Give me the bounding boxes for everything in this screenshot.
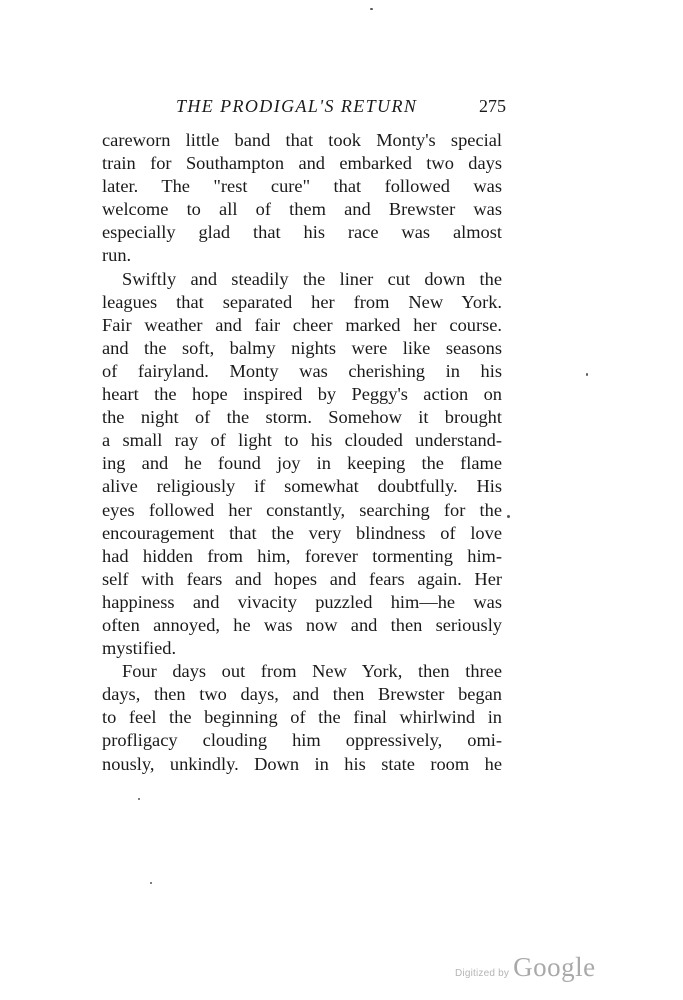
body-text — [102, 129, 502, 776]
text-line: Fair weather and fair cheer marked her course. — [102, 314, 502, 335]
text-line: days, then two days, and then Brewster began — [102, 684, 502, 705]
text-line: careworn little band that took Monty's special — [102, 130, 502, 150]
text-line: later. The "rest cure" that followed was — [102, 176, 502, 197]
text-line: profligacy clouding him oppressively, omi- — [102, 730, 502, 751]
watermark-prefix: Digitized by — [455, 968, 510, 979]
scan-speck — [150, 882, 152, 884]
page-header — [176, 93, 506, 119]
text-line: alive religiously if somewhat doubtfully. His — [102, 476, 502, 497]
text-line: mystified. — [102, 638, 177, 659]
running-title: THE PRODIGAL'S RETURN — [176, 96, 418, 116]
text-line: had hidden from him, forever tormenting him- — [102, 545, 502, 566]
text-line: train for Southampton and embarked two days — [102, 153, 502, 174]
google-logo: Google — [513, 952, 596, 982]
text-line: eyes followed her constantly, searching for the — [102, 499, 502, 520]
text-line: leagues that separated her from New York. — [102, 291, 502, 312]
text-line: a small ray of light to his clouded understand- — [102, 430, 502, 451]
text-line: happiness and vivacity puzzled him—he was — [102, 591, 502, 612]
scan-speck — [370, 8, 373, 10]
text-line: often annoyed, he was now and then seriously — [102, 614, 502, 635]
text-line: Swiftly and steadily the liner cut down the — [122, 268, 502, 289]
scan-speck — [138, 798, 140, 800]
text-line: nously, unkindly. Down in his state room he — [102, 753, 502, 774]
text-line: ing and he found joy in keeping the flame — [102, 453, 502, 474]
text-line: the night of the storm. Somehow it brought — [102, 407, 502, 428]
text-line: Four days out from New York, then three — [122, 661, 502, 682]
text-line: self with fears and hopes and fears again. Her — [102, 568, 502, 589]
text-line: heart the hope inspired by Peggy's action on — [102, 384, 502, 405]
digitized-watermark — [455, 952, 596, 983]
scan-speck — [586, 373, 588, 376]
text-line: welcome to all of them and Brewster was — [102, 199, 502, 220]
text-line: of fairyland. Monty was cherishing in his — [102, 360, 502, 381]
text-line: encouragement that the very blindness of love — [102, 522, 502, 543]
scan-speck — [507, 515, 510, 518]
text-line: especially glad that his race was almost — [102, 222, 502, 243]
text-line: to feel the beginning of the final whirlwind in — [102, 707, 502, 728]
text-line: run. — [102, 245, 132, 266]
text-line: and the soft, balmy nights were like seasons — [102, 337, 502, 358]
page-number: 275 — [479, 96, 506, 116]
